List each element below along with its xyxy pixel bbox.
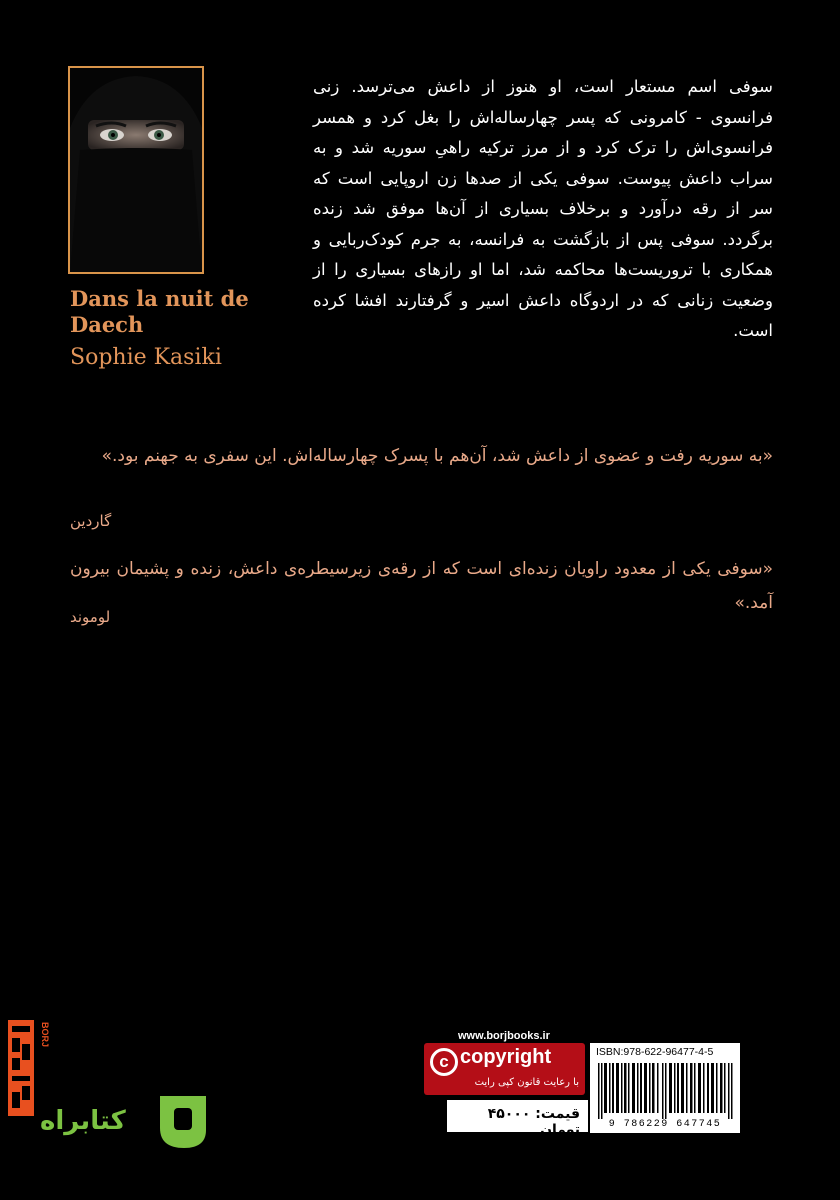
- publisher-website: www.borjbooks.ir: [458, 1030, 550, 1042]
- price-label: قیمت: ۴۵۰۰۰ تومان: [487, 1106, 580, 1138]
- review-quote: «به سوریه رفت و عضوی از داعش شد، آن‌هم با پسرک چهارساله‌اش. این سفری به جهنم بود.»: [101, 446, 773, 466]
- isbn-label: ISBN:978-622-96477-4-5: [596, 1046, 714, 1058]
- review-source: لوموند: [70, 608, 111, 626]
- back-cover-blurb: سوفی اسم مستعار است، او هنوز از داعش می‌ترسد. زنی فرانسوی - کامرونی که پسر چهارساله‌اش را بغل کرد و همسر فرانسوی‌اش را ترک کرد و از مرز ترکیه راهیِ سوریه شد و به سراب داعش پیوست. سوفی یکی از صدها زن اروپایی است که سر از رقه درآورد و برخلاف بسیاری از آن‌ها موفق شد زنده برگردد. سوفی پس از بازگشت به فرانسه، به جرم کودک‌ربایی و همکاری با تروریست‌ها محاکمه شد، اما او رازهای بسیاری را از وضعیت زنانی که در اردوگاه داعش اسیر و گرفتارند افشا کرده است.: [313, 77, 773, 340]
- price-box: [447, 1100, 588, 1138]
- barcode-number: 9 786229 647745: [608, 1119, 722, 1130]
- review-source: گاردین: [70, 512, 112, 530]
- ketabrah-wordmark: کتابراه: [40, 1106, 126, 1136]
- copyright-word: copyright: [460, 1046, 552, 1068]
- copyright-subtitle: با رعایت قانون کپی رایت: [474, 1077, 579, 1088]
- veiled-woman-image: [70, 68, 202, 272]
- book-author: Sophie Kasiki: [70, 345, 222, 370]
- copyright-badge: [424, 1043, 585, 1095]
- copyright-icon: c: [430, 1048, 458, 1076]
- barcode-icon: [596, 1063, 734, 1119]
- cover-photo: [68, 66, 204, 274]
- book-title: Dans la nuit de Daech: [70, 286, 249, 337]
- isbn-barcode-box: [590, 1043, 740, 1133]
- review-quote: «سوفی یکی از معدود راویان زنده‌ای است که از رقه‌ی زیرسیطره‌ی داعش، زنده و پشیمان بیرون آمد.»: [70, 559, 773, 613]
- borj-logo-text: BORJ: [40, 1022, 50, 1048]
